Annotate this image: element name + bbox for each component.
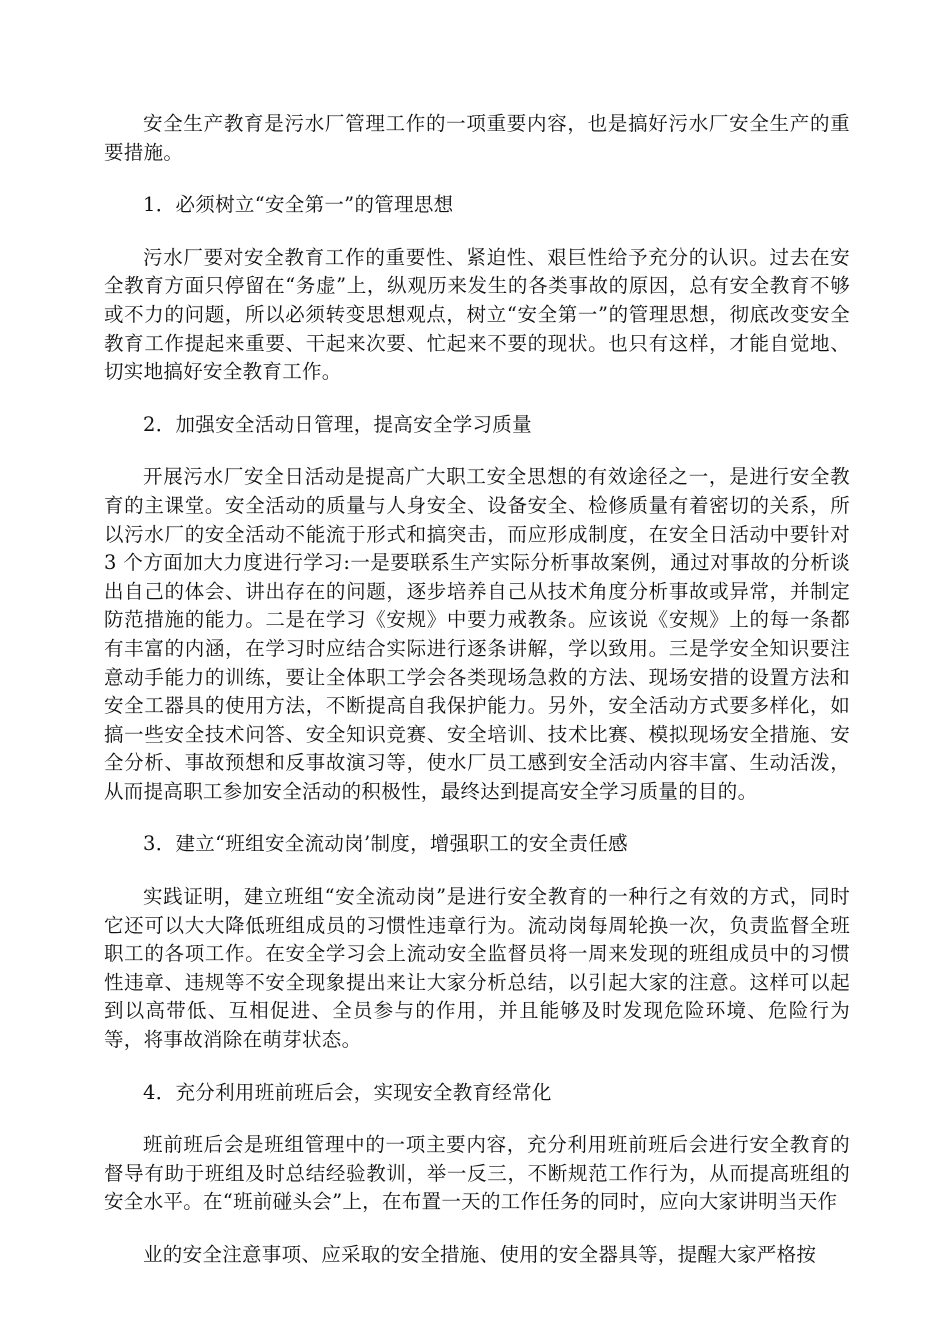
section-heading-3: 3．建立“班组安全流动岗’制度，增强职工的安全责任感: [143, 832, 628, 856]
section-heading-1: 1．必须树立“安全第一”的管理思想: [143, 193, 454, 217]
document-body: [104, 110, 850, 1270]
paragraph-section-3: 实践证明，建立班组“安全流动岗”是进行安全教育的一种行之有效的方式，同时它还可以大大降低班组成员的习惯性违章行为。流动岗每周轮换一次，负责监督全班职工的各项工作。在安全学习会上流动安全监督员将一周来发现的班组成员中的习惯性违章、违规等不安全现象提出来让大家分析总结，以引起大家的注意。这样可以起到以高带低、互相促进、全员参与的作用，并且能够及时发现危险环境、危险行为等，将事故消除在萌芽状态。: [104, 885, 850, 1052]
section-heading-4: 4．充分利用班前班后会，实现安全教育经常化: [143, 1080, 552, 1104]
paragraph-continued: 业的安全注意事项、应采取的安全措施、使用的安全器具等，提醒大家严格按: [143, 1243, 817, 1266]
paragraph-section-1: 污水厂要对安全教育工作的重要性、紧迫性、艰巨性给予充分的认识。过去在安全教育方面只停留在“务虚”上，纵观历来发生的各类事故的原因，总有安全教育不够或不力的问题，所以必须转变思想观点，树立“安全第一”的管理思想，彻底改变安全教育工作提起来重要、干起来次要、忙起来不要的现状。也只有这样，才能自觉地、切实地搞好安全教育工作。: [104, 245, 850, 384]
section-heading-2: 2．加强安全活动日管理，提高安全学习质量: [143, 412, 532, 436]
paragraph-intro: 安全生产教育是污水厂管理工作的一项重要内容，也是搞好污水厂安全生产的重要措施。: [104, 112, 850, 164]
paragraph-section-4: 班前班后会是班组管理中的一项主要内容，充分利用班前班后会进行安全教育的督导有助于班组及时总结经验教训，举一反三，不断规范工作行为，从而提高班组的安全水平。在“班前碰头会”上，在布置一天的工作任务的同时，应向大家讲明当天作: [104, 1133, 850, 1214]
paragraph-section-2: 开展污水厂安全日活动是提高广大职工安全思想的有效途径之一，是进行安全教育的主课堂。安全活动的质量与人身安全、设备安全、检修质量有着密切的关系，所以污水厂的安全活动不能流于形式和搞突击，而应形成制度，在安全日活动中要针对 3 个方面加大力度进行学习:一是要联系生产实际分析事故案例，通过对事故的分析谈出自己的体会、讲出存在的问题，逐步培养自己从技术角度分析事故或异常，并制定防范措施的能力。二是在学习《安规》中要力戒教条。应该说《安规》上的每一条都有丰富的内涵，在学习时应结合实际进行逐条讲解，学以致用。三是学安全知识要注意动手能力的训练，要让全体职工学会各类现场急救的方法、现场安措的设置方法和安全工器具的使用方法，不断提高自我保护能力。另外，安全活动方式要多样化，如搞一些安全技术问答、安全知识竞赛、安全培训、技术比赛、模拟现场安全措施、安全分析、事故预想和反事故演习等，使水厂员工感到安全活动内容丰富、生动活泼，从而提高职工参加安全活动的积极性，最终达到提高安全学习质量的目的。: [104, 465, 850, 803]
